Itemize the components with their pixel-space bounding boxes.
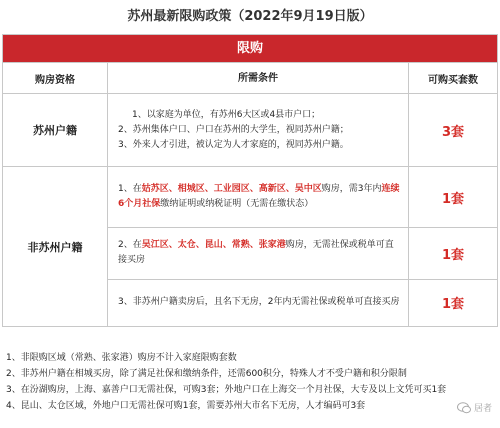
footnote: 2、非苏州户籍在相城买房，除了满足社保和缴纳条件，还需600积分，特殊人才不受户籍和积分限制 <box>6 369 407 379</box>
policy-table <box>2 34 498 327</box>
count-local: 3套 <box>441 124 465 140</box>
conditions-nonlocal-3 <box>108 280 409 326</box>
count-nonlocal-3: 1套 <box>441 297 465 313</box>
header-count: 可购买套数 <box>428 74 478 86</box>
count-nonlocal-1: 1套 <box>441 191 465 207</box>
condition-text: 3、非苏州户籍卖房后，且名下无房，2年内无需社保或税单可直接买房 <box>118 297 400 308</box>
condition-areas: 姑苏区、相城区、工业园区、高新区、吴中区 <box>141 184 322 195</box>
nonlocal-subrows <box>108 167 497 326</box>
footnote: 1、非限购区域（常熟、张家港）购房不计入家庭限购套数 <box>6 353 237 363</box>
watermark <box>457 401 492 414</box>
conditions-nonlocal-2 <box>108 228 409 278</box>
watermark-text: 居者 <box>473 404 492 414</box>
table-row <box>108 228 497 279</box>
condition-line: 1、以家庭为单位，有苏州6大区或4县市户口； <box>132 109 321 120</box>
header-qualification: 购房资格 <box>3 63 108 93</box>
conditions-nonlocal-1 <box>108 167 409 227</box>
footnote: 3、在汾湖购房，上海、嘉善户口无需社保，可购3套；外地户口在上海交一个月社保，大专及以上文凭可买1套 <box>6 385 447 395</box>
table-row-nonlocal <box>3 166 497 326</box>
conditions-local <box>108 94 409 166</box>
header-conditions: 所需条件 <box>108 63 409 93</box>
condition-highlight: 连续6个月社保 <box>118 184 400 210</box>
condition-text: 购房，无需社保或税单可直接买房 <box>118 240 394 266</box>
condition-text: 购房，需3年内 <box>321 184 382 195</box>
condition-line: 3、外来人才引进，被认定为人才家庭的，视同苏州户籍。 <box>118 139 349 150</box>
qualification-nonlocal: 非苏州户籍 <box>3 167 108 326</box>
footnotes <box>6 350 496 414</box>
table-row <box>3 93 497 166</box>
page-title: 苏州最新限购政策（2022年9月19日版） <box>127 9 373 24</box>
condition-text: 1、在 <box>118 184 142 195</box>
count-nonlocal-2: 1套 <box>441 247 465 263</box>
table-row <box>108 280 497 326</box>
footnote: 4、昆山、太仓区域，外地户口无需社保可购1套，需要苏州大市名下无房，人才编码可3套 <box>6 401 366 411</box>
condition-text: 缴纳证明或纳税证明（无需在缴状态） <box>160 199 314 210</box>
restriction-band: 限购 <box>3 35 497 62</box>
condition-text: 2、在 <box>118 240 142 251</box>
qualification-local: 苏州户籍 <box>3 94 108 166</box>
table-header-row <box>3 62 497 93</box>
chat-bubble-icon <box>457 402 471 414</box>
condition-areas: 吴江区、太仓、昆山、常熟、张家港 <box>141 240 286 251</box>
condition-line: 2、苏州集体户口、户口在苏州的大学生，视同苏州户籍； <box>118 124 349 135</box>
table-row <box>108 167 497 228</box>
